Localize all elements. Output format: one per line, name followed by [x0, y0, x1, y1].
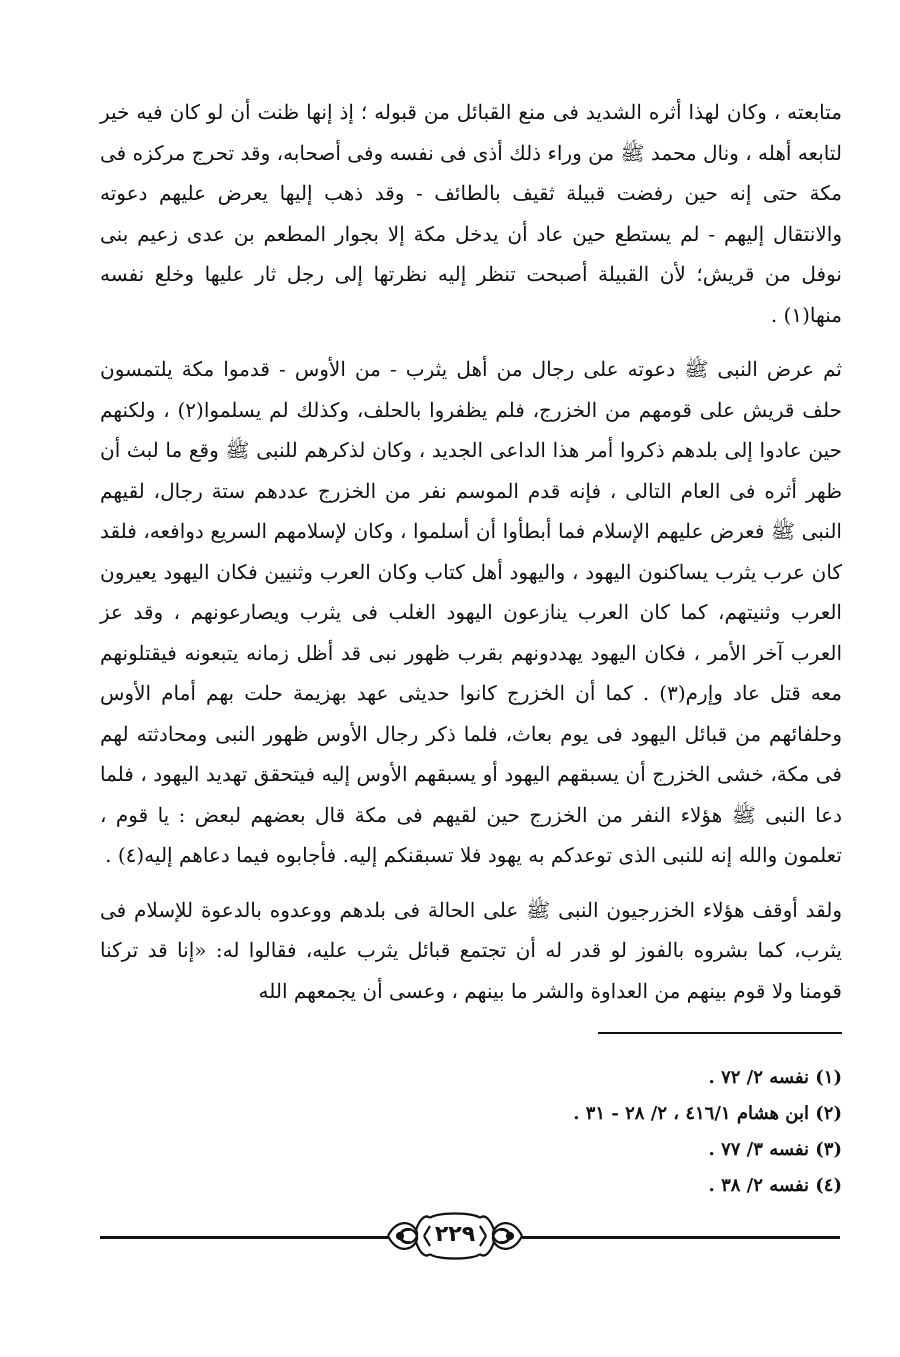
footnote-2: (٢) ابن هشام ٤١٦/١ ، ٢/ ٢٨ - ٣١ .: [573, 1103, 842, 1124]
footnotes: [450, 1060, 842, 1204]
paragraph-1: متابعته ، وكان لهذا أثره الشديد فى منع القبائل من قبوله ؛ إذ إنها ظنت أن لو كان فيه خير لتابعه أهله ، ونال محمد ﷺ من وراء ذلك أذى فى نفسه وفى أصحابه، وقد تحرج مركزه فى مكة حتى إنه حين رفضت قبيلة ثقيف بالطائف - وقد ذهب إليها يعرض عليهم دعوته والانتقال إليهم - لم يستطع حين عاد أن يدخل مكة إلا بجوار المطعم بن عدى زعيم بنى نوفل من قريش؛ لأن القبيلة أصبحت تنظر إليه نظرتها إلى رجل ثار عليها وخلع نفسه منها(١) .: [100, 100, 842, 327]
footnote-1: (١) نفسه ٢/ ٧٢ .: [708, 1067, 842, 1088]
paragraph-2: ثم عرض النبى ﷺ دعوته على رجال من أهل يثرب - من الأوس - قدموا مكة يلتمسون حلف قريش على قومهم من الخزرج، فلم يظفروا بالحلف، وكذلك لم يسلموا(٢) ، ولكنهم حين عادوا إلى بلدهم ذكروا أمر هذا الداعى الجديد ، وكان لذكرهم للنبى ﷺ وقع ما لبث أن ظهر أثره فى العام التالى ، فإنه قدم الموسم نفر من الخزرج عددهم ستة رجال، لقيهم النبى ﷺ فعرض عليهم الإسلام فما أبطأوا أن أسلموا ، وكان لإسلامهم السريع دوافعه، فلقد كان عرب يثرب يساكنون اليهود ، واليهود أهل كتاب وكان العرب وثنيين فكان اليهود يعيرون العرب وثنيتهم، كما كان العرب ينازعون اليهود الغلب فى يثرب ويصارعونهم ، وقد عز العرب آخر الأمر ، فكان اليهود يهددونهم بقرب ظهور نبى قد أظل زمانه يتبعونه فيقتلونهم معه قتل عاد وإرم(٣) . كما أن الخزرج كانوا حديثى عهد بهزيمة حلت بهم أمام الأوس وحلفائهم من قبائل اليهود فى يوم بعاث، فلما ذكر رجال الأوس ظهور النبى ومحادثته لهم فى مكة، خشى الخزرج أن يسبقهم اليهود أو يسبقهم الأوس إليه فيتحقق تهديد اليهود ، فلما دعا النبى ﷺ هؤلاء النفر من الخزرج حين لقيهم فى مكة قال بعضهم لبعض : يا قوم ، تعلمون والله إنه للنبى الذى توعدكم به يهود فلا تسبقنكم إليه. فأجابوه فيما دعاهم إليه(٤) .: [100, 357, 843, 867]
page-number: ٢٢٩: [434, 1222, 476, 1247]
paragraph-3: ولقد أوقف هؤلاء الخزرجيون النبى ﷺ على الحالة فى بلدهم ووعدوه بالدعوة للإسلام فى يثرب، كما بشروه بالفوز لو قدر له أن تجتمع قبائل يثرب عليه، فقالوا له: «إنا قد تركنا قومنا ولا قوم بينهم من العداوة والشر ما بينهم ، وعسى أن يجمعهم الله: [100, 897, 842, 1003]
footer-rule-right: [522, 1236, 840, 1239]
footnote-4: (٤) نفسه ٢/ ٣٨ .: [708, 1175, 842, 1196]
footnote-separator: [598, 1032, 842, 1034]
footer-rule-left: [100, 1236, 388, 1239]
main-text: [100, 92, 842, 1011]
footnote-3: (٣) نفسه ٣/ ٧٧ .: [708, 1139, 842, 1160]
